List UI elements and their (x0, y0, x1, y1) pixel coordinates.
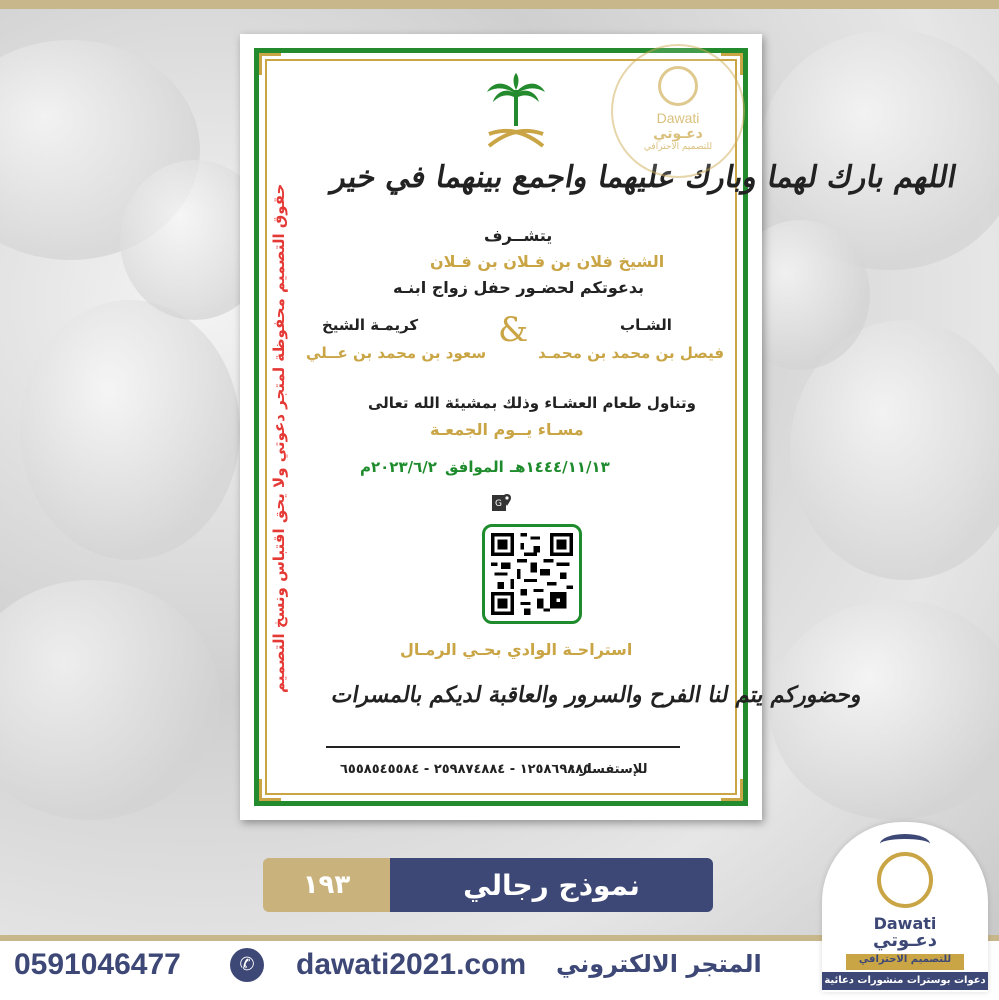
contact-numbers: ١٢٥٨٦٩٨٨٥ - ٢٥٩٨٧٤٨٨٤ - ٦٥٥٨٥٤٥٥٨٤ (340, 762, 592, 777)
date-hijri: ١٤٤٤/١١/١٣هـ (510, 458, 610, 476)
logo-ar: دعـوتي (873, 930, 937, 951)
dua-calligraphy: اللهم بارك لهما وبارك عليهما واجمع بينهما في خير (328, 160, 960, 195)
map-pin-icon[interactable] (491, 492, 513, 514)
bride-father-name: سعود بن محمد بن عــلي (306, 344, 487, 362)
groom-label: الشـاب (620, 316, 672, 334)
whatsapp-icon[interactable]: ✆ (230, 948, 264, 982)
model-label (263, 858, 713, 912)
rights-text: حقوق التصميم محفوظة لمتجر دعوتي ولا يحق اقتباس ونسخ التصميم (270, 184, 288, 694)
watermark-ar: دعـوتي (653, 126, 703, 142)
phone-number[interactable]: 0591046477 (14, 948, 181, 981)
logo-ring-icon (877, 852, 933, 908)
watermark-seal (611, 44, 745, 178)
store-label: المتجر الالكتروني (556, 950, 762, 978)
svg-text:G: G (495, 499, 502, 509)
and-ornament: & (498, 310, 529, 350)
website-link[interactable]: dawati2021.com (296, 948, 527, 981)
invite-text: بدعوتكم لحضـور حفل زواج ابنـه (393, 278, 645, 297)
honor-text: يتشــرف (484, 226, 553, 245)
model-number: ١٩٣ (263, 858, 390, 912)
watermark-ring-icon (658, 66, 698, 106)
venue-name: استراحـة الوادي بحـي الرمـال (400, 640, 633, 659)
qr-code[interactable] (482, 524, 582, 624)
logo-tag: للتصميم الاحترافي (846, 954, 964, 970)
dinner-text: وتناول طعام العشـاء وذلك بمشيئة الله تعالى (368, 394, 696, 412)
event-time: مسـاء يــوم الجمعـة (430, 420, 584, 439)
logo-en: Dawati (873, 914, 937, 933)
logo-tagline: دعوات بوسترات منشورات دعائية (822, 972, 988, 990)
watermark-en: Dawati (656, 110, 700, 126)
divider-line (326, 746, 680, 748)
brand-logo[interactable] (822, 822, 988, 992)
logo-cap-icon (880, 834, 930, 854)
contact-label: للإستفسار : (570, 762, 648, 777)
date-gregorian: ٢٠٢٣/٦/٢م (360, 458, 437, 476)
closing-calligraphy: وحضوركم يتم لنا الفرح والسرور والعاقبة لديكم بالمسرات (329, 682, 865, 708)
saudi-emblem-icon (481, 72, 551, 152)
model-title: نموذج رجالي (390, 858, 713, 912)
date-label: الموافق (445, 458, 504, 476)
bride-label: كريمـة الشيخ (322, 316, 419, 334)
groom-name: فيصل بن محمد بن محمـد (538, 344, 725, 362)
host-name: الشيخ فلان بن فـلان بن فـلان (430, 252, 665, 271)
watermark-tag: للتصميم الاحترافي (643, 142, 713, 152)
top-bar (0, 0, 999, 9)
